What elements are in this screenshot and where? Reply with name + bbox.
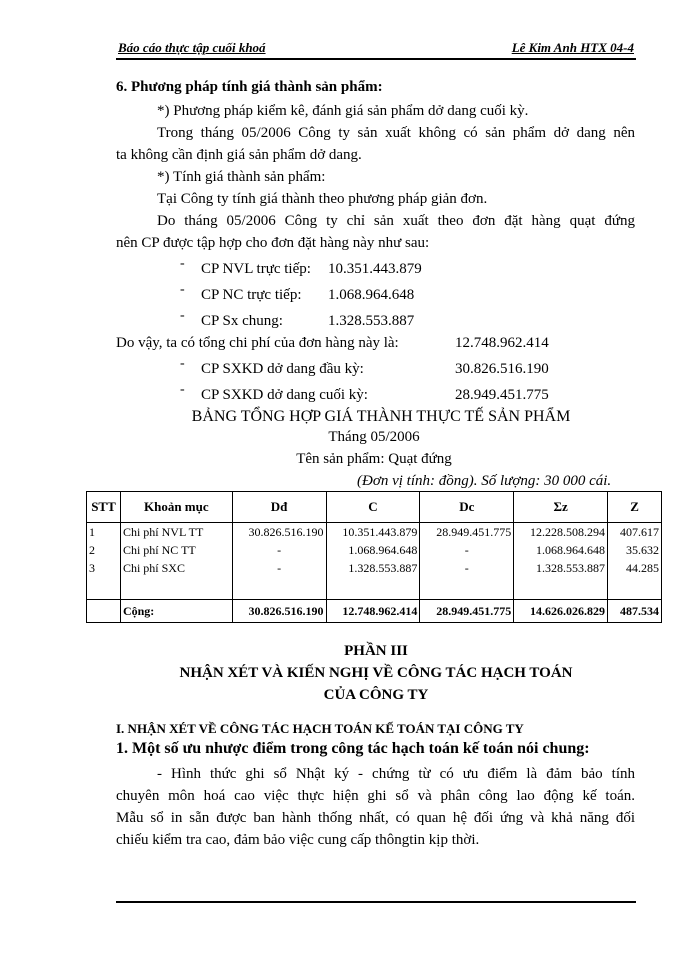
cell-dc: 28.949.451.775	[420, 523, 514, 542]
cell-c: 10.351.443.879	[326, 523, 420, 542]
part-title: PHẦN III	[344, 643, 408, 659]
total-cell-z: 487.534	[608, 600, 662, 623]
para-line-1: - Hình thức ghi sổ Nhật ký - chứng từ có ưu điểm là đảm bảo tính	[157, 766, 635, 782]
cell-z: 407.617	[608, 523, 662, 542]
header-left: Báo cáo thực tập cuối khoá	[118, 40, 266, 55]
item-2: *) Tính giá thành sản phẩm:	[157, 169, 326, 185]
cost-summary-table	[86, 491, 662, 623]
section-I-title: I. NHẬN XÉT VỀ CÔNG TÁC HẠCH TOÁN KẾ TOÁN TẠI CÔNG TY	[116, 721, 524, 736]
table-title: BẢNG TỔNG HỢP GIÁ THÀNH THỰC TẾ SẢN PHẨM	[191, 408, 571, 425]
header-sum-z: Σz	[514, 492, 608, 523]
table-row	[87, 523, 662, 542]
header-item: Khoản mục	[120, 492, 232, 523]
total-cell-c: 12.748.962.414	[326, 600, 420, 623]
cell-z: 35.632	[608, 541, 662, 559]
total-cost-value: 12.748.962.414	[455, 335, 549, 351]
bullet-dash: -	[180, 356, 185, 371]
cost-label: CP NVL trực tiếp:	[201, 261, 311, 277]
para-line-2: chuyên môn hoá cao việc thực hiện ghi sổ và phân công lao động kế toán.	[116, 788, 635, 804]
wip-value: 28.949.451.775	[455, 387, 549, 403]
cell-dc: -	[420, 559, 514, 577]
wip-value: 30.826.516.190	[455, 361, 549, 377]
table-spacer-row	[87, 577, 662, 600]
table-header-row	[87, 492, 662, 523]
para-line-4: chiếu kiểm tra cao, đảm bảo việc cung cấp thôngtin kịp thời.	[116, 832, 480, 848]
table-month: Tháng 05/2006	[328, 429, 420, 445]
para-2: Tại Công ty tính giá thành theo phương pháp giản đơn.	[157, 191, 488, 207]
header-z: Z	[608, 492, 662, 523]
cell-sum-z: 1.068.964.648	[514, 541, 608, 559]
total-cell-dd: 30.826.516.190	[232, 600, 326, 623]
total-cell-sum-z: 14.626.026.829	[514, 600, 608, 623]
para-3-line-1: Do tháng 05/2006 Công ty chỉ sản xuất theo đơn đặt hàng quạt đứng	[157, 213, 635, 229]
cost-value: 1.068.964.648	[328, 287, 415, 303]
total-cell-stt	[87, 600, 121, 623]
item-1: *) Phương pháp kiểm kê, đánh giá sản phẩm dở dang cuối kỳ.	[157, 103, 529, 119]
header-dd: Dđ	[232, 492, 326, 523]
cost-label: CP NC trực tiếp:	[201, 287, 302, 303]
cell-dd: 30.826.516.190	[232, 523, 326, 542]
cost-label: CP Sx chung:	[201, 313, 283, 329]
para-3-line-2: nên CP được tập hợp cho đơn đặt hàng này như sau:	[116, 235, 430, 251]
cell-dd: -	[232, 559, 326, 577]
cell-item: Chi phí SXC	[120, 559, 232, 577]
table-row	[87, 541, 662, 559]
table-total-row	[87, 600, 662, 623]
header-c: C	[326, 492, 420, 523]
bullet-dash: -	[180, 308, 185, 323]
cell-c: 1.328.553.887	[326, 559, 420, 577]
cell-z: 44.285	[608, 559, 662, 577]
part-subtitle-line-1: NHẬN XÉT VÀ KIẾN NGHỊ VỀ CÔNG TÁC HẠCH TOÁN	[179, 665, 573, 681]
subsection-1-title: 1. Một số ưu nhược điểm trong công tác hạch toán kế toán nói chung:	[116, 740, 590, 757]
cell-item: Chi phí NVL TT	[120, 523, 232, 542]
header-right: Lê Kim Anh HTX 04-4	[511, 40, 634, 55]
bullet-dash: -	[180, 256, 185, 271]
part-subtitle-line-2: CỦA CÔNG TY	[323, 687, 429, 703]
para-line-3: Mẫu sổ in sẵn được ban hành thống nhất, có quan hệ đối ứng và khả năng đối	[116, 810, 635, 826]
total-cell-dc: 28.949.451.775	[420, 600, 514, 623]
table-row	[87, 559, 662, 577]
bullet-dash: -	[180, 282, 185, 297]
cell-dc: -	[420, 541, 514, 559]
para-1-line-2: ta không cần định giá sản phẩm dở dang.	[116, 147, 362, 163]
page-header	[116, 38, 636, 60]
cell-stt: 2	[87, 541, 121, 559]
cell-dd: -	[232, 541, 326, 559]
table-product: Tên sản phẩm: Quạt đứng	[296, 451, 452, 467]
bullet-dash: -	[180, 382, 185, 397]
cell-sum-z: 1.328.553.887	[514, 559, 608, 577]
cost-value: 1.328.553.887	[328, 313, 415, 329]
table-units: (Đơn vị tính: đồng). Số lượng: 30 000 cái.	[357, 473, 612, 489]
total-cost-label: Do vậy, ta có tổng chi phí của đơn hàng này là:	[116, 335, 399, 351]
cell-c: 1.068.964.648	[326, 541, 420, 559]
header-stt: STT	[87, 492, 121, 523]
footer-rule	[116, 901, 636, 903]
total-cell-label: Cộng:	[120, 600, 232, 623]
cost-value: 10.351.443.879	[328, 261, 422, 277]
cell-stt: 3	[87, 559, 121, 577]
cell-sum-z: 12.228.508.294	[514, 523, 608, 542]
cell-item: Chi phí NC TT	[120, 541, 232, 559]
section-6-title: 6. Phương pháp tính giá thành sản phẩm:	[116, 79, 383, 95]
wip-label: CP SXKD dở dang cuối kỳ:	[201, 387, 368, 403]
wip-label: CP SXKD dở dang đầu kỳ:	[201, 361, 364, 377]
header-dc: Dc	[420, 492, 514, 523]
cell-stt: 1	[87, 523, 121, 542]
para-1-line-1: Trong tháng 05/2006 Công ty sản xuất không có sản phẩm dở dang nên	[157, 125, 635, 141]
